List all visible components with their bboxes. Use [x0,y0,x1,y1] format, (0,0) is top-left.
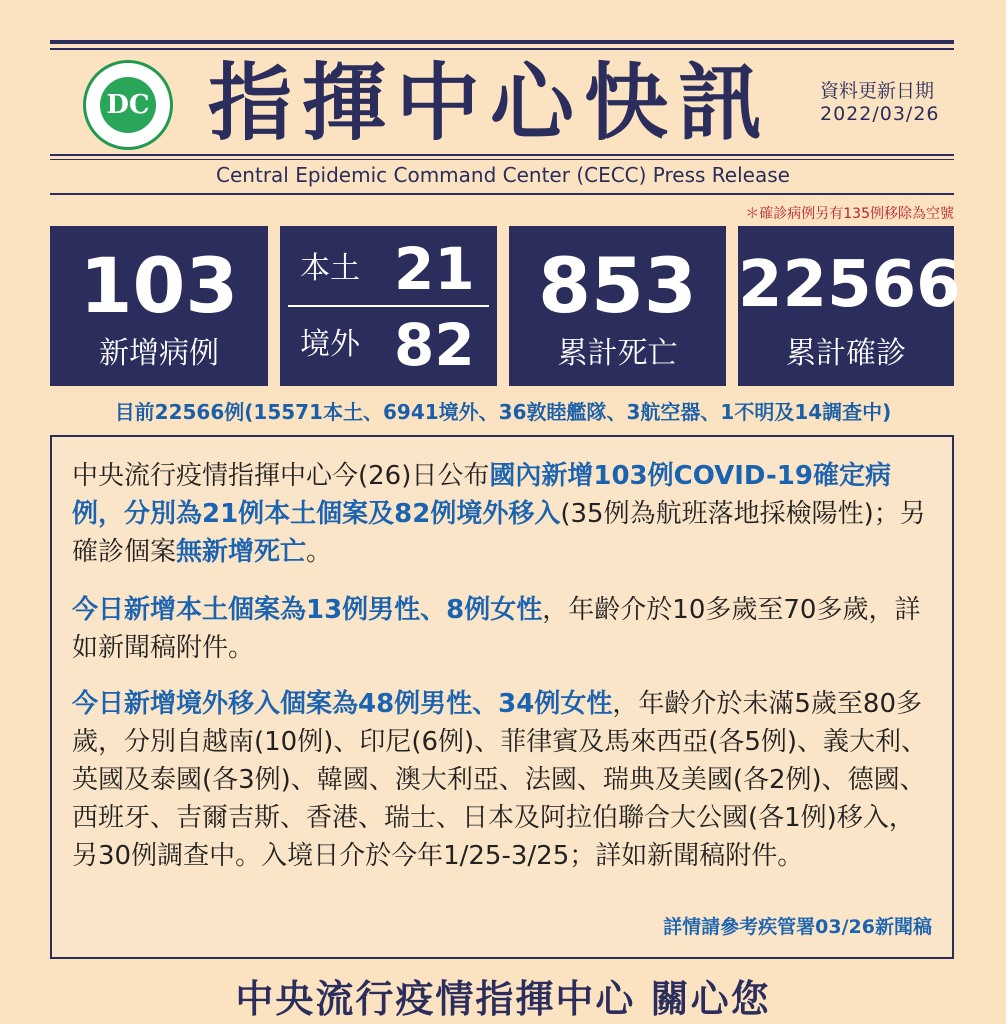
page-title: 指揮中心快訊 [208,54,773,152]
deaths-label: 累計死亡 [557,336,678,371]
paragraph-1 [72,457,934,571]
case-summary: 目前22566例(15571本土、6941境外、36敦睦艦隊、3航空器、1不明及14調查中) [114,400,892,424]
removed-cases-note: ＊確診病例另有135例移除為空號 [745,206,954,222]
cdc-logo-mark: DC [100,77,156,133]
bottom-rule [50,193,954,195]
p1-highlight-b: 無新增死亡 [176,537,307,567]
p3-highlight: 今日新增境外移入個案為48例男性、34例女性 [72,689,613,719]
new-cases-box [50,226,268,386]
local-label: 本土 [300,251,360,286]
local-row [294,234,483,304]
new-cases-label: 新增病例 [99,336,219,371]
paragraph-2 [72,591,934,667]
imported-value: 82 [394,311,475,379]
page-subtitle: Central Epidemic Command Center (CECC) Press Release [216,163,790,187]
deaths-box [509,226,726,386]
update-date [820,80,940,126]
total-value: 22566 [738,248,961,322]
paragraph-3 [72,685,934,875]
p2-text: ，年齡介於10多歲至70多歲，詳如新聞稿附件。 [72,595,921,663]
p1-highlight-a: 國內新增103例COVID-19確定病例，分別為21例本土個案及82例境外移入 [72,461,891,529]
local-value: 21 [394,235,475,303]
mid-rule [50,154,954,156]
p3-text: ，年齡介於未滿5歲至80多歲，分別自越南(10例)、印尼(6例)、菲律賓及馬來西亞(各5例)、義大利、英國及泰國(各3例)、韓國、澳大利亞、法國、瑞典及美國(各2例)、德國、西班牙、吉爾吉斯、香港、瑞士、日本及阿拉伯聯合大公國(各1例)移入，另30例調查中。入境日介於今年1/25-3/25；詳如新聞稿附件。 [72,689,928,871]
cdc-logo [83,60,173,150]
split-divider [288,305,489,307]
p1-text-b: (35例為航班落地採檢陽性)；另確診個案 [72,499,926,567]
p2-highlight: 今日新增本土個案為13例男性、8例女性 [72,595,543,625]
imported-row [294,310,483,380]
total-label: 累計確診 [786,336,906,371]
update-date-value: 2022/03/26 [820,103,940,125]
mid-rule-thin [50,159,954,160]
press-content [50,435,954,959]
p1-text-c: 。 [306,537,333,567]
deaths-value: 853 [538,241,697,330]
footer-slogan: 中央流行疫情指揮中心 關心您 [235,977,771,1021]
split-box [280,226,497,386]
imported-label: 境外 [300,327,360,362]
update-date-label: 資料更新日期 [820,80,935,102]
top-rule [50,40,954,44]
total-box [738,226,961,386]
press-release-reference: 詳情請參考疾管署03/26新聞稿 [663,916,932,938]
new-cases-value: 103 [79,241,239,330]
p1-text-a: 中央流行疫情指揮中心今(26)日公布 [72,461,490,491]
